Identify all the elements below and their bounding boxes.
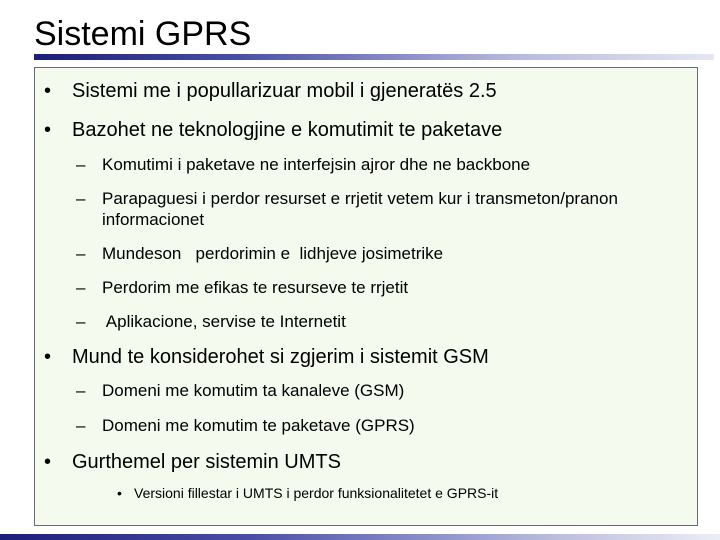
bullet-text: Gurthemel per sistemin UMTS xyxy=(72,451,341,473)
sub-bullet-text: Domeni me komutim ta kanaleve (GSM) xyxy=(102,381,405,400)
dash-marker: – xyxy=(76,381,86,400)
dash-marker: – xyxy=(76,416,86,435)
title-underline xyxy=(34,54,714,60)
sub-bullet-text: Perdorim me efikas te resurseve te rrjetit xyxy=(102,278,409,297)
dash-marker: – xyxy=(76,244,86,263)
footer-bar xyxy=(0,534,720,540)
dash-marker: – xyxy=(76,155,86,174)
bullet-text: Mund te konsiderohet si zgjerim i sistemit GSM xyxy=(72,346,489,368)
sub-bullet-text: Domeni me komutim te paketave (GPRS) xyxy=(102,416,415,435)
sub-bullet-text: Aplikacione, servise te Internetit xyxy=(102,312,346,331)
dash-marker: – xyxy=(76,278,86,297)
bullet-marker: • xyxy=(44,346,52,368)
bullet-text: Bazohet ne teknologjine e komutimit te paketave xyxy=(72,119,503,141)
dash-marker: – xyxy=(76,189,86,208)
sub-bullet-text: Komutimi i paketave ne interfejsin ajror dhe ne backbone xyxy=(102,155,531,174)
bullet-marker: • xyxy=(117,485,122,501)
bullet-text: Sistemi me i popullarizuar mobil i gjeneratës 2.5 xyxy=(72,80,497,102)
bullet-marker: • xyxy=(44,451,52,473)
bullet-marker: • xyxy=(44,80,52,102)
sub-sub-bullet-text: Versioni fillestar i UMTS i perdor funksionalitetet e GPRS-it xyxy=(134,485,499,501)
bullet-marker: • xyxy=(44,119,52,141)
sub-bullet-text: Parapaguesi i perdor resurset e rrjetit vetem kur i transmeton/pranon informacionet xyxy=(102,189,618,229)
dash-marker: – xyxy=(76,312,86,331)
slide-title: Sistemi GPRS xyxy=(34,15,252,53)
content-box xyxy=(34,67,698,526)
sub-bullet-text: Mundeson perdorimin e lidhjeve josimetrike xyxy=(102,244,444,263)
